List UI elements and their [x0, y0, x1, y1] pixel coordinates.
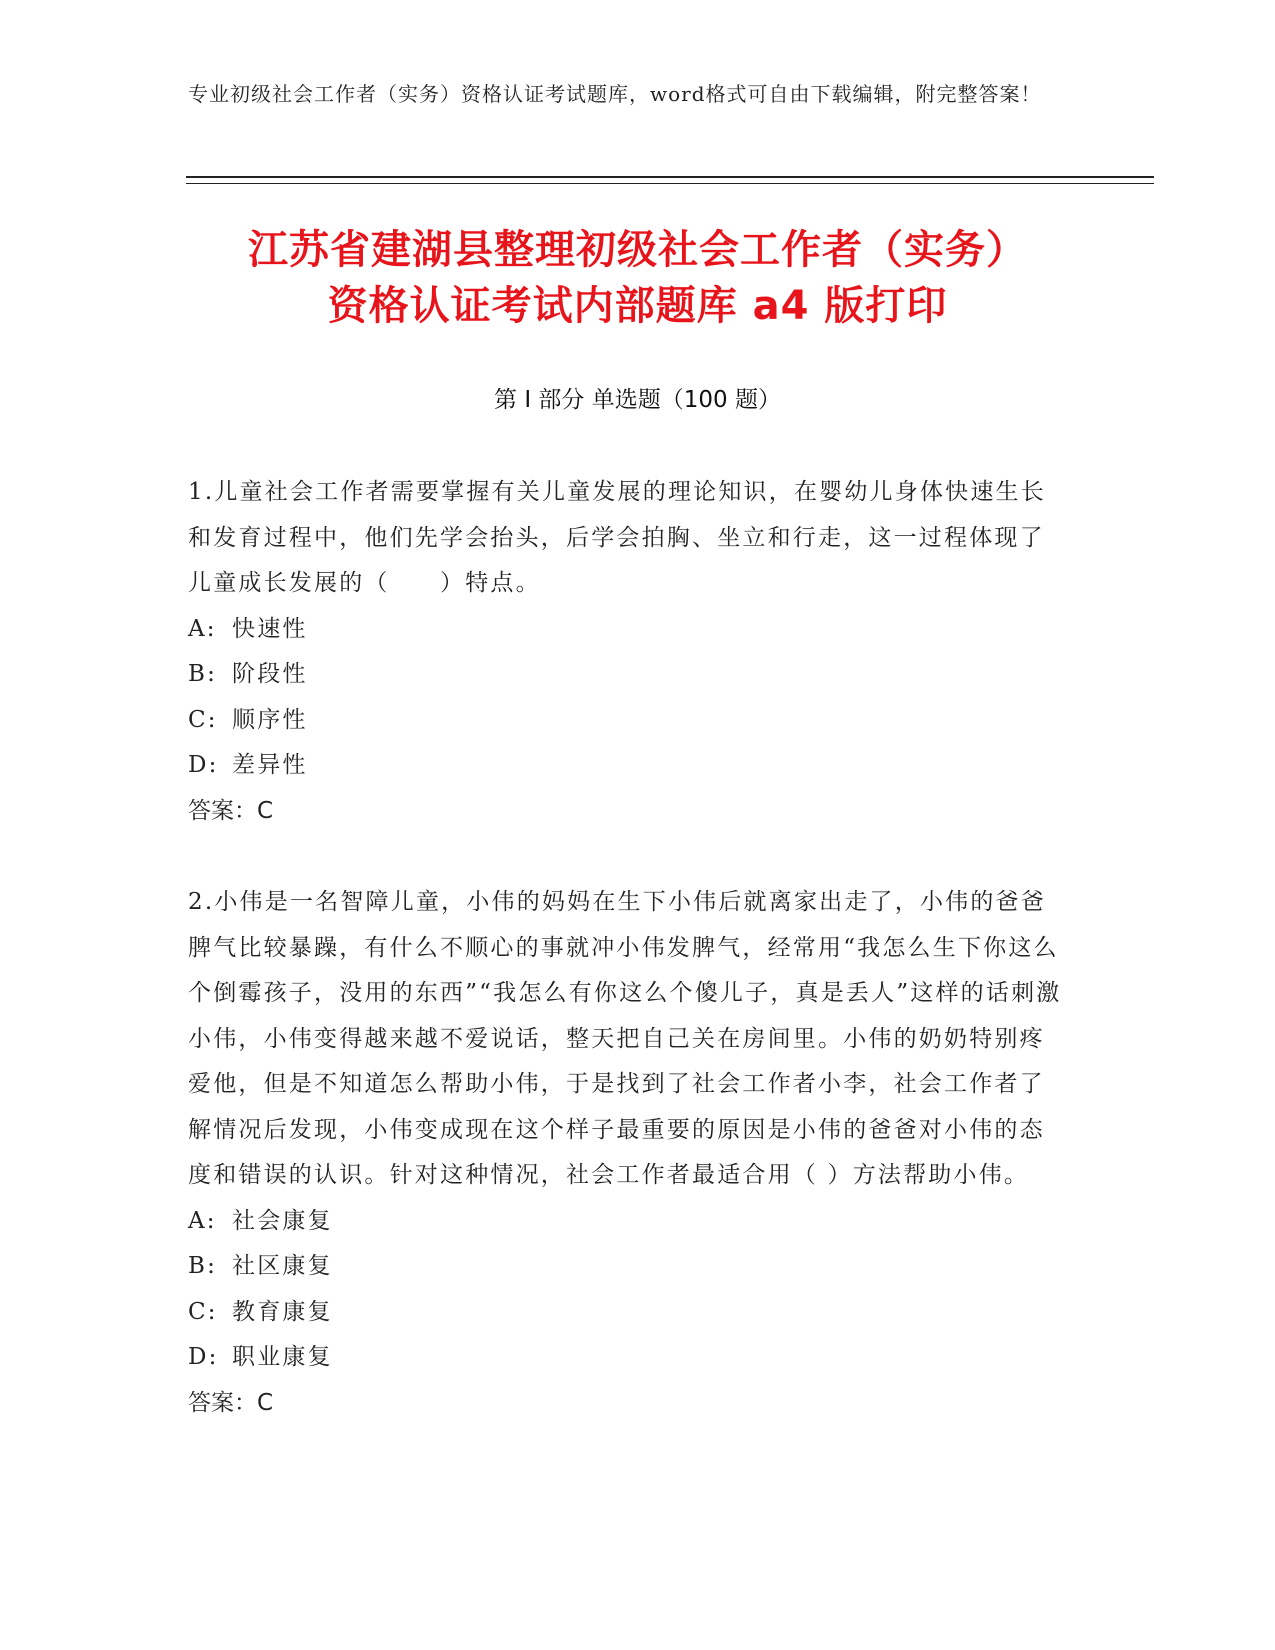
option-d — [188, 743, 1068, 789]
question-text: 1.儿童社会工作者需要掌握有关儿童发展的理论知识，在婴幼儿身体快速生长和发育过程中，他们先学会抬头，后学会拍胸、坐立和行走，这一过程体现了儿童成长发展的（ ）特点。 — [188, 479, 1046, 596]
question-text: 2.小伟是一名智障儿童，小伟的妈妈在生下小伟后就离家出走了，小伟的爸爸脾气比较暴躁，有什么不顺心的事就冲小伟发脾气，经常用“我怎么生下你这么个倒霉孩子，没用的东西”“我怎么有你这么个傻儿子，真是丢人”这样的话刺激小伟，小伟变得越来越不爱说话，整天把自己关在房间里。小伟的奶奶特别疼爱他，但是不知道怎么帮助小伟，于是找到了社会工作者小李，社会工作者了解情况后发现，小伟变成现在这个样子最重要的原因是小伟的爸爸对小伟的态度和错误的认识。针对这种情况，社会工作者最适合用（ ）方法帮助小伟。 — [188, 889, 1062, 1188]
option-key: D: — [188, 752, 219, 778]
option-text: 社会康复 — [232, 1207, 333, 1234]
header-divider-thick — [186, 176, 1154, 178]
option-c — [188, 698, 1068, 744]
option-key: C: — [188, 1298, 218, 1325]
title-line-2: 资格认证考试内部题库 a4 版打印 — [327, 283, 948, 329]
option-text: 教育康复 — [232, 1298, 333, 1325]
option-key: A: — [188, 615, 217, 642]
title-line-1: 江苏省建湖县整理初级社会工作者（实务） — [248, 227, 1027, 273]
option-b — [188, 652, 1068, 698]
option-text: 社区康复 — [232, 1253, 333, 1279]
option-text: 快速性 — [232, 615, 308, 642]
option-a — [188, 607, 1068, 653]
header-divider-thin — [186, 183, 1154, 184]
option-key: A: — [188, 1207, 217, 1234]
option-b — [188, 1244, 1068, 1290]
option-key: D: — [188, 1344, 219, 1370]
answer-line: 答案：C — [188, 1389, 274, 1416]
option-text: 顺序性 — [232, 706, 308, 733]
option-d — [188, 1335, 1068, 1381]
document-title — [150, 222, 1125, 334]
header-note: 专业初级社会工作者（实务）资格认证考试题库，word格式可自由下载编辑，附完整答案！ — [188, 82, 1042, 106]
option-a — [188, 1199, 1068, 1245]
option-key: B: — [188, 1253, 218, 1279]
option-text: 阶段性 — [232, 661, 308, 687]
option-text: 差异性 — [232, 752, 308, 778]
option-c — [188, 1290, 1068, 1336]
option-text: 职业康复 — [232, 1344, 333, 1370]
answer-line: 答案：C — [188, 797, 274, 824]
section-heading: 第 I 部分 单选题（100 题） — [494, 387, 781, 413]
question-1 — [188, 470, 1068, 834]
option-key: C: — [188, 706, 218, 733]
option-key: B: — [188, 661, 218, 687]
question-2 — [188, 880, 1068, 1426]
